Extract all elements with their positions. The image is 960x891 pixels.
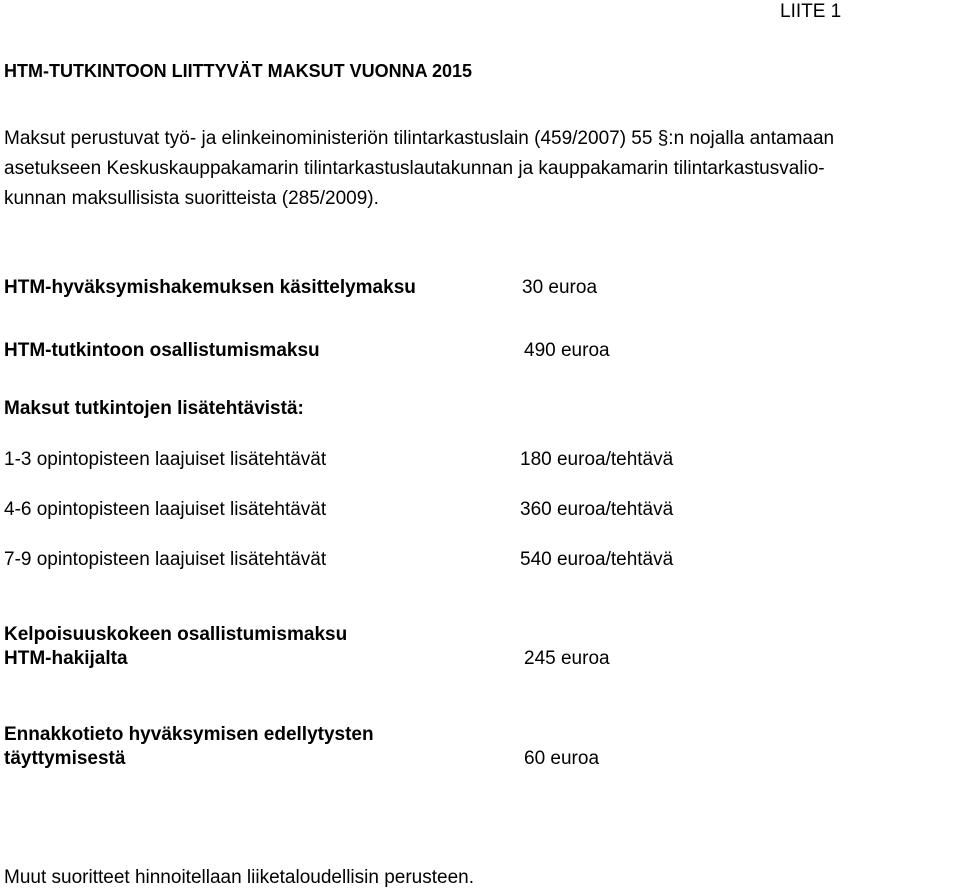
fee-value-application: 30 euroa (522, 277, 598, 298)
extra-task-label-3: 7-9 opintopisteen laajuiset lisätehtävät (4, 549, 327, 570)
intro-line-3: kunnan maksullisista suoritteista (285/2009). (4, 188, 379, 209)
page-header-label: LIITE 1 (780, 1, 842, 22)
extra-tasks-heading: Maksut tutkintojen lisätehtävistä: (4, 398, 304, 419)
fee-label-application: HTM-hyväksymishakemuksen käsittelymaksu (4, 277, 416, 298)
intro-paragraph (4, 124, 834, 214)
extra-task-value-3: 540 euroa/tehtävä (520, 549, 674, 570)
fee-label-exam: HTM-tutkintoon osallistumismaksu (4, 340, 320, 361)
intro-line-2: asetukseen Keskuskauppakamarin tilintarkastuslautakunnan ja kauppakamarin tilintarkastusvalio- (4, 158, 825, 179)
qualification-fee-value: 245 euroa (524, 648, 610, 669)
fee-value-exam: 490 euroa (524, 340, 610, 361)
extra-task-value-2: 360 euroa/tehtävä (520, 499, 674, 520)
footer-note: Muut suoritteet hinnoitellaan liiketaloudellisin perusteen. (4, 867, 475, 888)
advance-info-fee-label-line-2: täyttymisestä (4, 748, 126, 769)
advance-info-fee-label (4, 723, 374, 771)
extra-task-label-1: 1-3 opintopisteen laajuiset lisätehtävät (4, 449, 327, 470)
advance-info-fee-value: 60 euroa (524, 748, 600, 769)
qualification-fee-label-line-1: Kelpoisuuskokeen osallistumismaksu (4, 624, 348, 645)
qualification-fee-label (4, 623, 347, 671)
advance-info-fee-label-line-1: Ennakkotieto hyväksymisen edellytysten (4, 724, 374, 745)
extra-task-value-1: 180 euroa/tehtävä (520, 449, 674, 470)
extra-task-label-2: 4-6 opintopisteen laajuiset lisätehtävät (4, 499, 327, 520)
page-title: HTM-TUTKINTOON LIITTYVÄT MAKSUT VUONNA 2015 (4, 61, 473, 81)
qualification-fee-label-line-2: HTM-hakijalta (4, 648, 128, 669)
intro-line-1: Maksut perustuvat työ- ja elinkeinoministeriön tilintarkastuslain (459/2007) 55 §:n nojalla antamaan (4, 128, 835, 149)
